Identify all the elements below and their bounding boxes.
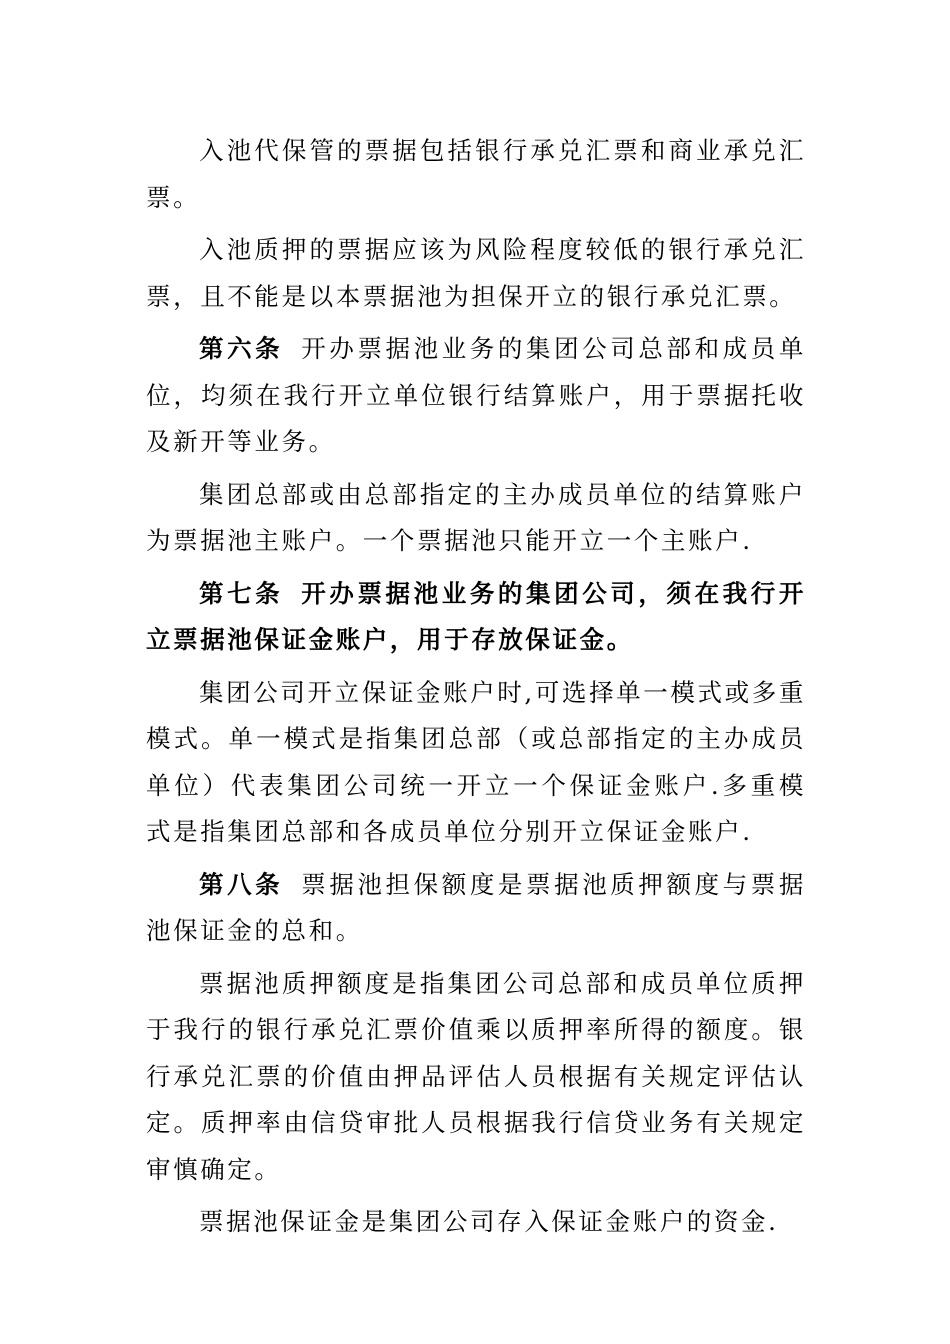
paragraph-text: 入池质押的票据应该为风险程度较低的银行承兑汇票，且不能是以本票据池为担保开立的银行承兑汇票。 [146,235,806,311]
paragraph-text: 票据池质押额度是指集团公司总部和成员单位质押于我行的银行承兑汇票价值乘以质押率所得的额度。银行承兑汇票的价值由押品评估人员根据有关规定评估认定。质押率由信贷审批人员根据我行信贷业务有关规定审慎确定。 [146,968,806,1184]
document-page [146,128,806,1246]
article-heading: 第六条 [199,334,284,363]
article-heading: 第八条 [199,869,284,899]
paragraph-8 [146,961,806,1194]
paragraph-text: 集团公司开立保证金账户时,可选择单一模式或多重模式。单一模式是指集团总部（或总部指定的主办成员单位）代表集团公司统一开立一个保证金账户.多重模式是指集团总部和各成员单位分别开立保证金账户. [146,677,806,846]
paragraph-text: 开办票据池业务的集团公司总部和成员单位，均须在我行开立单位银行结算账户，用于票据托收及新开等业务。 [146,334,806,456]
paragraph-6 [146,670,806,856]
paragraph-text: 票据池担保额度是票据池质押额度与票据池保证金的总和。 [146,869,806,945]
paragraph-text: 票据池保证金是集团公司存入保证金账户的资金. [199,1207,779,1236]
article-6-paragraph [146,326,806,466]
paragraph-2 [146,227,806,320]
paragraph-text: 入池代保管的票据包括银行承兑汇票和商业承兑汇票。 [146,136,806,212]
article-heading: 第七条 [199,578,284,608]
article-7-paragraph [146,571,806,664]
article-8-paragraph [146,862,806,955]
paragraph-text: 集团总部或由总部指定的主办成员单位的结算账户为票据池主账户。一个票据池只能开立一个主账户. [146,479,806,555]
paragraph-9 [146,1199,806,1246]
paragraph-1 [146,128,806,221]
paragraph-text: 开办票据池业务的集团公司，须在我行开立票据池保证金账户，用于存放保证金。 [146,578,806,654]
paragraph-4 [146,472,806,565]
